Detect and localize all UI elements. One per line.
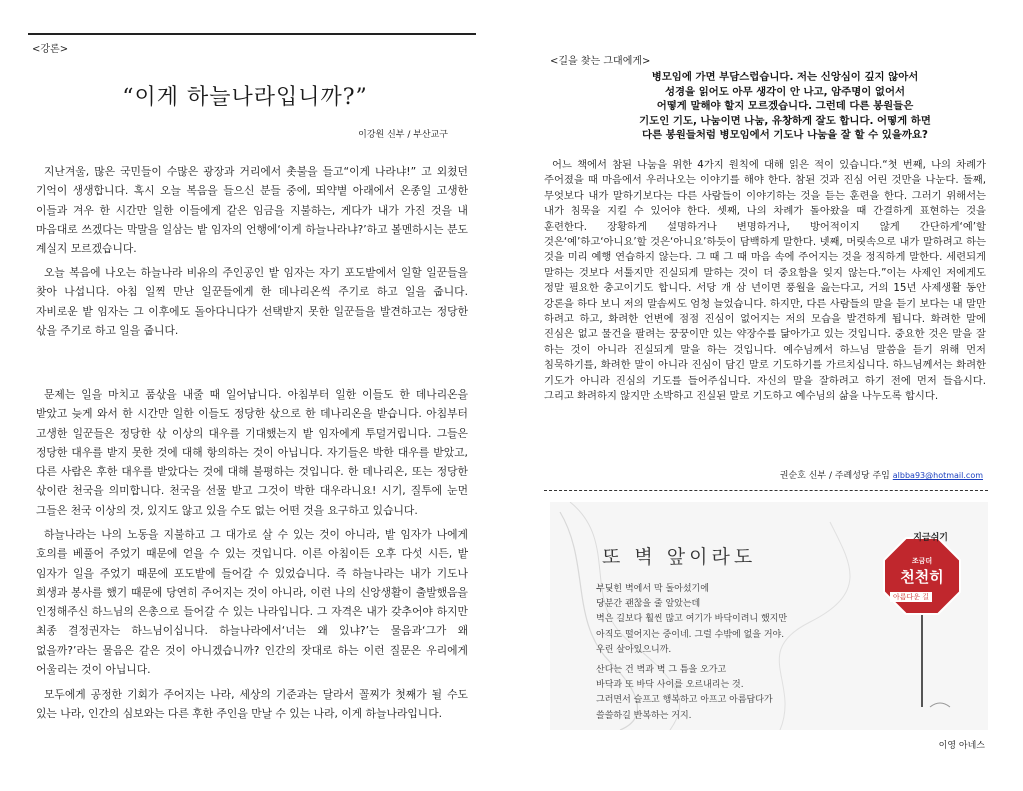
question-line: 병모임에 가면 부담스럽습니다. 저는 신앙심이 깊지 않아서 — [651, 71, 919, 83]
homily-paragraph-3 — [36, 385, 468, 520]
answer-body — [544, 158, 986, 405]
poem-line: 바닥과 또 바닥 사이를 오르내리는 것. — [596, 680, 744, 691]
poem-line: 산다는 건 벽과 벽 그 틈을 오가고 — [596, 665, 727, 676]
section-tag: <길을 찾는 그대에게> — [550, 56, 651, 67]
paragraph-text: 하늘나라는 나의 노동을 지불하고 그 대가로 살 수 있는 것이 아니라, 밭 임자가 나에게 호의를 베풀어 주었기 때문에 얻을 수 있는 것입니다. 이른 아침이든 오후 다섯 시든, 밭 임자가 일을 주었기 때문에 포도밭에 들어갈 수 있었습니다. 즉 하늘나라는 내가 기도나 희생과 봉사를 했기 때문에 당연히 주어지는 것이 아니라, 이런 나의 신앙생활이 출발했음을 인정해주신 하느님의 은총으로 들어갈 수 있는 나라입니다. 그 자격은 내가 갖추어야 하지만 최종 결정권자는 하느님이십니다. 하늘나라에서‘너는 왜 있냐?’는 물음과‘그가 왜 없을까?’라는 물음은 같은 것이 아니겠습니까? 인간의 잣대로 하는 이런 질문은 우리에게 어울리는 것이 아닙니다. — [36, 528, 468, 677]
poem-title: 또 벽 앞이라도 — [602, 546, 757, 568]
poem-body — [596, 582, 856, 724]
paragraph-text: 모두에게 공정한 기회가 주어지는 나라, 세상의 기준과는 달라서 꼴찌가 첫째가 될 수도 있는 나라, 인간의 심보와는 다른 후한 주인을 만날 수 있는 나라, 이게 하늘나라입니다. — [36, 688, 468, 721]
poem-line: 당분간 괜찮을 줄 알았는데 — [596, 599, 701, 610]
homily-paragraph-2 — [36, 263, 468, 340]
question-line: 어떻게 말해야 할지 모르겠습니다. 그런데 다른 봉원들은 — [656, 100, 914, 113]
signature — [780, 468, 983, 481]
right-page — [530, 0, 1023, 791]
poem-line: 우린 살아있으니까. — [596, 644, 672, 655]
sign-text-big: 천천히 — [900, 568, 944, 586]
homily-paragraph-1 — [36, 162, 468, 258]
poem-line: 쓸쓸하길 반복하는 거지. — [596, 710, 692, 721]
byline: 이강원 신부 / 부산교구 — [358, 130, 448, 140]
homily-paragraph-4 — [36, 525, 468, 679]
poem-line: 부딪힌 벽에서 막 돌아섰기에 — [596, 584, 709, 594]
poem-panel — [550, 502, 988, 730]
dashed-divider — [544, 490, 988, 491]
question-line: 다른 봉원들처럼 병모임에서 기도나 나눔을 잘 할 수 있을까요? — [642, 129, 928, 142]
artist-signature-icon — [930, 703, 950, 707]
sign-subtext: 아름다운 길 — [890, 592, 932, 602]
email-link[interactable]: albba93@hotmail.com — [892, 471, 983, 480]
section-tag: <강론> — [32, 44, 69, 55]
paragraph-text: 오늘 복음에 나오는 하늘나라 비유의 주인공인 밭 임자는 자기 포도밭에서 일할 일꾼들을 찾아 나섭니다. 아침 일찍 만난 일꾼들에게 한 데나리온씩 주기로 하고 일을 줍니다. 자비로운 밭 임자는 그 이후에도 돌아다니다가 선택받지 못한 일꾼들을 발견하고는 정당한 삯을 주기로 하고 일을 줍니다. — [36, 266, 468, 337]
question-line: 기도인 기도, 나눔이면 나눔, 유창하게 잘도 합니다. 어떻게 하면 — [639, 114, 931, 127]
homily-paragraph-5 — [36, 685, 468, 724]
poem-label: 지금쉬기 — [913, 533, 948, 543]
question-line: 성경을 읽어도 아무 생각이 안 나고, 암주명이 없어서 — [664, 85, 906, 98]
sign-text-small: 조금더 — [911, 557, 933, 565]
poem-line: 그러면서 슬프고 행복하고 아프고 아름답다가 — [596, 695, 773, 706]
paragraph-text: 어느 책에서 참된 나눔을 위한 4가지 원칙에 대해 읽은 적이 있습니다.“첫 번째, 나의 차례가 주어졌을 때 마음에서 우러나오는 이야기를 해야 한다. 참된 것과 진심 어린 것만을 나눈다. 둘째, 무엇보다 내가 말하기보다는 다른 사람들이 이야기하는 것을 듣는 훈련을 한다. 그러기 위해서는 내가 침묵을 지킬 수 있어야 한다. 셋째, 나의 차례가 돌아왔을 때 간결하게 표현하는 것을 훈련한다. 장황하게 설명하거나 변명하거나, 방어적이지 않게 간단하게‘예’할 것은‘예’하고‘아니요’할 것은‘아니요’하듯이 담백하게 말한다. 넷째, 머릿속으로 내가 말하려고 하는 것을 미리 예행 연습하지 않는다. 그 때 그 때 마음 속에 주어지는 것을 정직하게 말한다. 세련되게 말하는 것보다 서툴지만 진실되게 말하는 것이 더 중요함을 잊지 않는다.”이는 사제인 저에게도 정말 필요한 충고이기도 합니다. 서당 개 삼 년이면 풍월을 읊는다고, 거의 15년 사제생활 동안 강론을 하다 보니 저의 말솜씨도 엄청 늘었습니다. 하지만, 다른 사람들의 말을 듣기 보다는 내 말만 하려고 하고, 화려한 언변에 점점 진심이 없어지는 저의 모습을 발견하게 됩니다. 화려한 말에 진심은 없고 물건을 팔려는 꿍꿍이만 있는 약장수를 닮아가고 있는 것입니다. 중요한 것은 말을 잘 하는 것이 아니라 진실되게 말을 하는 것입니다. 예수님께서 하느님 말씀을 듣기 위해 먼저 침묵하기를, 화려한 말이 아니라 진심이 담긴 말로 기도하기를 가르치십니다. 하느님께서는 화려한 기도가 아니라 진심의 기도를 들어주십니다. 자신의 말을 잘하려고 하기 전에 먼저 들읍시다. 그리고 화려하지 않지만 소박하고 진실된 말로 기도하고 예수님의 삶을 나누도록 합시다. — [544, 159, 986, 403]
paragraph-text: 문제는 일을 마치고 품삯을 내줄 때 일어납니다. 아침부터 일한 이들도 한 데나리온을 받았고 늦게 와서 한 시간만 일한 이들도 정당한 삯으로 한 데나리온을 받습니다. 아침부터 고생한 일꾼들은 정당한 삯 이상의 대우를 기대했는지 밭 임자에게 투덜거립니다. 그들은 정당한 대우를 받지 못한 것에 대해 항의하는 것이 아닙니다. 자기들은 박한 대우를 받았고, 다른 사람은 후한 대우를 받았다는 것에 대해 불평하는 것입니다. 한 데나리온, 또는 정당한 삯이란 천국을 의미합니다. 천국을 선물 받고 그것이 박한 대우라니요! 시기, 질투에 눈먼 그들은 천국 이상의 것, 있지도 않고 있을 수도 없는 어떤 것을 요구하고 있습니다. — [36, 388, 468, 517]
image-credit: 이영 아네스 — [938, 741, 985, 751]
paragraph-text: 지난겨울, 많은 국민들이 수많은 광장과 거리에서 촛불을 들고“이게 나라냐!” 고 외쳤던 기억이 생생합니다. 혹시 오늘 복음을 들으신 분들 중에, 뙤약볕 아래에서 온종일 고생한 이들과 겨우 한 시간만 일한 이들에게 같은 임금을 지불하는, 게다가 내가 가진 것을 내 마음대로 쓰겠다는 막말을 일삼는 밭 임자의 언행에‘이게 하늘나라냐?’하고 볼멘하시는 분도 계실지 모르겠습니다. — [36, 165, 468, 256]
page-title: “이게 하늘나라입니까?” — [122, 85, 368, 110]
poem-line: 벽은 길보다 훨씬 많고 여기가 바닥이려니 했지만 — [596, 614, 788, 625]
poem-line: 아직도 떨어지는 중이네. 그럴 수밖에 없을 거야. — [596, 629, 785, 640]
top-rule — [28, 33, 476, 35]
left-page — [0, 0, 490, 791]
signature-name: 권순호 신부 / 주례성당 주임 — [779, 471, 890, 481]
question-box — [580, 70, 990, 143]
